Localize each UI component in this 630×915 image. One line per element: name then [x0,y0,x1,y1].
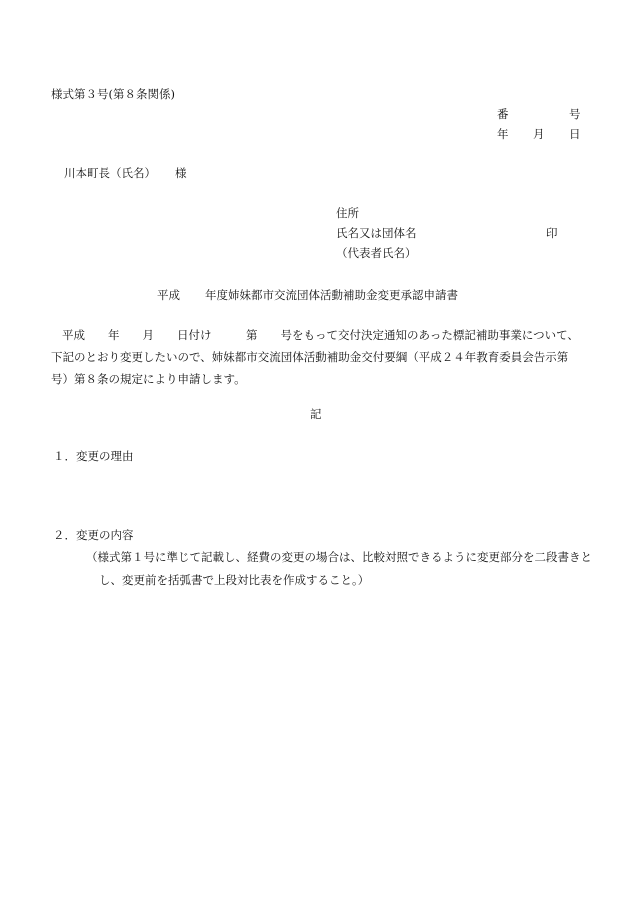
date-month-label: 月 [533,127,545,141]
applicant-address-label: 住所 [336,206,359,220]
section-change-content: ２．変更の内容 [53,528,134,542]
date-year-label: 年 [497,127,509,141]
addressee-name: 川本町長（氏名） [64,166,156,180]
form-number: 様式第３号(第８条関係) [51,87,175,101]
seal-mark: 印 [546,226,558,240]
application-title: 年度姉妹都市交流団体活動補助金変更承認申請書 [205,288,458,302]
date-day-label: 日 [569,127,581,141]
application-body: 平成 年 月 日付け 第 号をもって交付決定通知のあった標記補助事業について、下記のとおり変更したいので、姉妹都市交流団体活動補助金交付要綱（平成２４年教育委員会告示第 号）第８条の規定により申請します。 [51,328,580,386]
title-era: 平成 [157,288,180,302]
section-change-reason: １．変更の理由 [53,449,134,463]
change-content-note: （様式第１号に準じて記載し、経費の変更の場合は、比較対照できるように変更部分を二段書きとし、変更前を括弧書で上段対比表を作成すること。） [86,550,592,587]
applicant-name-label: 氏名又は団体名 [336,226,417,240]
addressee-honorific: 様 [175,166,187,180]
document-number-suffix: 号 [569,107,581,121]
ki-heading: 記 [310,407,322,421]
representative-label: （代表者氏名） [336,246,417,260]
document-number-label: 番 [497,107,509,121]
